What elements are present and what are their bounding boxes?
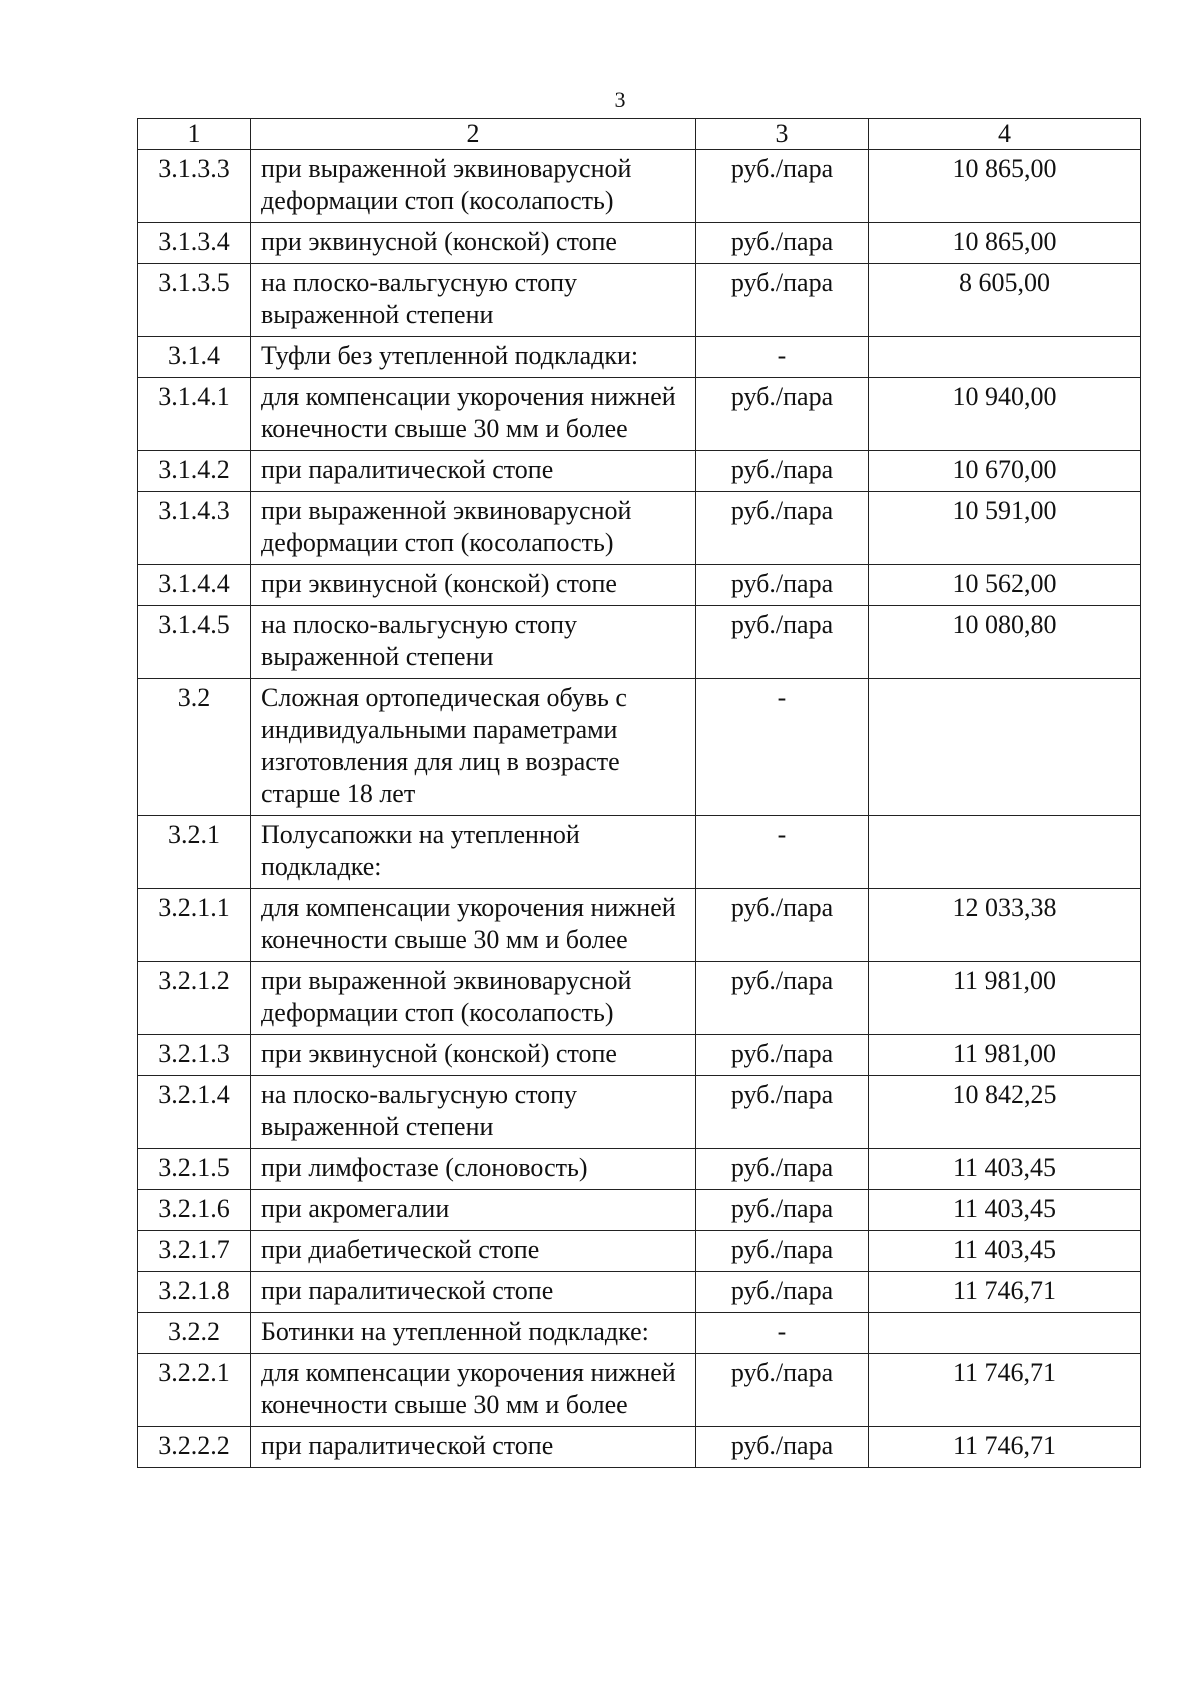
row-number: 3.2.1.6: [138, 1190, 251, 1231]
row-price: 8 605,00: [869, 264, 1141, 337]
table-row: [138, 492, 1141, 565]
table-row: [138, 1313, 1141, 1354]
row-number: 3.1.3.4: [138, 223, 251, 264]
row-name: при паралитической стопе: [251, 451, 696, 492]
row-number: 3.1.3.3: [138, 150, 251, 223]
row-number: 3.2.2: [138, 1313, 251, 1354]
row-name: для компенсации укорочения нижней конечности свыше 30 мм и более: [251, 889, 696, 962]
row-price: 10 940,00: [869, 378, 1141, 451]
table-row: [138, 264, 1141, 337]
row-name: на плоско-вальгусную стопу выраженной степени: [251, 264, 696, 337]
row-name: Полусапожки на утепленной подкладке:: [251, 816, 696, 889]
row-name: при выраженной эквиноварусной деформации стоп (косолапость): [251, 150, 696, 223]
row-price: [869, 337, 1141, 378]
row-number: 3.2.1.2: [138, 962, 251, 1035]
row-number: 3.2.1.7: [138, 1231, 251, 1272]
column-header-3: 3: [696, 119, 869, 150]
row-unit: руб./пара: [696, 565, 869, 606]
row-unit: руб./пара: [696, 223, 869, 264]
row-unit: руб./пара: [696, 150, 869, 223]
row-price: 10 865,00: [869, 150, 1141, 223]
table-row: [138, 1231, 1141, 1272]
row-price: 10 842,25: [869, 1076, 1141, 1149]
table-row: [138, 606, 1141, 679]
table-row: [138, 1190, 1141, 1231]
row-unit: руб./пара: [696, 1076, 869, 1149]
row-price: 10 670,00: [869, 451, 1141, 492]
row-unit: руб./пара: [696, 492, 869, 565]
table-row: [138, 816, 1141, 889]
row-name: при паралитической стопе: [251, 1272, 696, 1313]
row-number: 3.1.4.4: [138, 565, 251, 606]
table-row: [138, 679, 1141, 816]
table-row: [138, 1149, 1141, 1190]
row-name: для компенсации укорочения нижней конечности свыше 30 мм и более: [251, 378, 696, 451]
row-unit: руб./пара: [696, 1354, 869, 1427]
row-price: 10 562,00: [869, 565, 1141, 606]
row-price: 10 591,00: [869, 492, 1141, 565]
row-number: 3.2.2.2: [138, 1427, 251, 1468]
table-row: [138, 889, 1141, 962]
row-number: 3.2.1.8: [138, 1272, 251, 1313]
row-unit: руб./пара: [696, 962, 869, 1035]
table-body: [138, 150, 1141, 1468]
row-unit: руб./пара: [696, 1035, 869, 1076]
table-row: [138, 150, 1141, 223]
row-unit: руб./пара: [696, 1190, 869, 1231]
row-number: 3.1.4.3: [138, 492, 251, 565]
table-row: [138, 1427, 1141, 1468]
header-row: [138, 119, 1141, 150]
price-table: [137, 118, 1141, 1468]
row-price: 11 981,00: [869, 962, 1141, 1035]
row-unit: -: [696, 679, 869, 816]
row-price: 10 865,00: [869, 223, 1141, 264]
row-name: при эквинусной (конской) стопе: [251, 565, 696, 606]
table-row: [138, 451, 1141, 492]
row-unit: -: [696, 816, 869, 889]
row-price: 11 981,00: [869, 1035, 1141, 1076]
row-number: 3.2.1.3: [138, 1035, 251, 1076]
row-price: 10 080,80: [869, 606, 1141, 679]
row-name: на плоско-вальгусную стопу выраженной степени: [251, 606, 696, 679]
row-name: при эквинусной (конской) стопе: [251, 1035, 696, 1076]
table-row: [138, 1076, 1141, 1149]
table-row: [138, 565, 1141, 606]
row-price: [869, 679, 1141, 816]
row-number: 3.2.1: [138, 816, 251, 889]
row-price: [869, 816, 1141, 889]
row-name: при акромегалии: [251, 1190, 696, 1231]
row-price: 11 403,45: [869, 1231, 1141, 1272]
row-unit: руб./пара: [696, 606, 869, 679]
row-price: [869, 1313, 1141, 1354]
row-name: при диабетической стопе: [251, 1231, 696, 1272]
row-number: 3.2.1.5: [138, 1149, 251, 1190]
row-number: 3.1.4.1: [138, 378, 251, 451]
row-unit: руб./пара: [696, 1231, 869, 1272]
row-name: Сложная ортопедическая обувь с индивидуальными параметрами изготовления для лиц в возрасте старше 18 лет: [251, 679, 696, 816]
row-name: для компенсации укорочения нижней конечности свыше 30 мм и более: [251, 1354, 696, 1427]
row-number: 3.2.1.1: [138, 889, 251, 962]
row-unit: руб./пара: [696, 1149, 869, 1190]
table-row: [138, 223, 1141, 264]
row-name: на плоско-вальгусную стопу выраженной степени: [251, 1076, 696, 1149]
row-unit: руб./пара: [696, 1272, 869, 1313]
row-unit: -: [696, 337, 869, 378]
row-unit: руб./пара: [696, 1427, 869, 1468]
column-header-4: 4: [869, 119, 1141, 150]
column-header-1: 1: [138, 119, 251, 150]
row-name: при лимфостазе (слоновость): [251, 1149, 696, 1190]
row-unit: руб./пара: [696, 451, 869, 492]
table-row: [138, 1354, 1141, 1427]
row-price: 11 746,71: [869, 1427, 1141, 1468]
row-name: при выраженной эквиноварусной деформации стоп (косолапость): [251, 492, 696, 565]
table-row: [138, 337, 1141, 378]
row-price: 12 033,38: [869, 889, 1141, 962]
row-number: 3.1.4.2: [138, 451, 251, 492]
row-unit: -: [696, 1313, 869, 1354]
row-name: при паралитической стопе: [251, 1427, 696, 1468]
table-row: [138, 1035, 1141, 1076]
row-name: при выраженной эквиноварусной деформации стоп (косолапость): [251, 962, 696, 1035]
row-name: Туфли без утепленной подкладки:: [251, 337, 696, 378]
row-number: 3.2.1.4: [138, 1076, 251, 1149]
row-price: 11 403,45: [869, 1149, 1141, 1190]
row-number: 3.2: [138, 679, 251, 816]
table-row: [138, 1272, 1141, 1313]
row-price: 11 403,45: [869, 1190, 1141, 1231]
column-header-2: 2: [251, 119, 696, 150]
row-number: 3.1.3.5: [138, 264, 251, 337]
table-row: [138, 962, 1141, 1035]
row-number: 3.1.4: [138, 337, 251, 378]
row-name: при эквинусной (конской) стопе: [251, 223, 696, 264]
row-price: 11 746,71: [869, 1272, 1141, 1313]
row-unit: руб./пара: [696, 889, 869, 962]
table-row: [138, 378, 1141, 451]
row-price: 11 746,71: [869, 1354, 1141, 1427]
row-number: 3.2.2.1: [138, 1354, 251, 1427]
row-number: 3.1.4.5: [138, 606, 251, 679]
row-name: Ботинки на утепленной подкладке:: [251, 1313, 696, 1354]
page-number: 3: [614, 87, 626, 112]
row-unit: руб./пара: [696, 378, 869, 451]
row-unit: руб./пара: [696, 264, 869, 337]
